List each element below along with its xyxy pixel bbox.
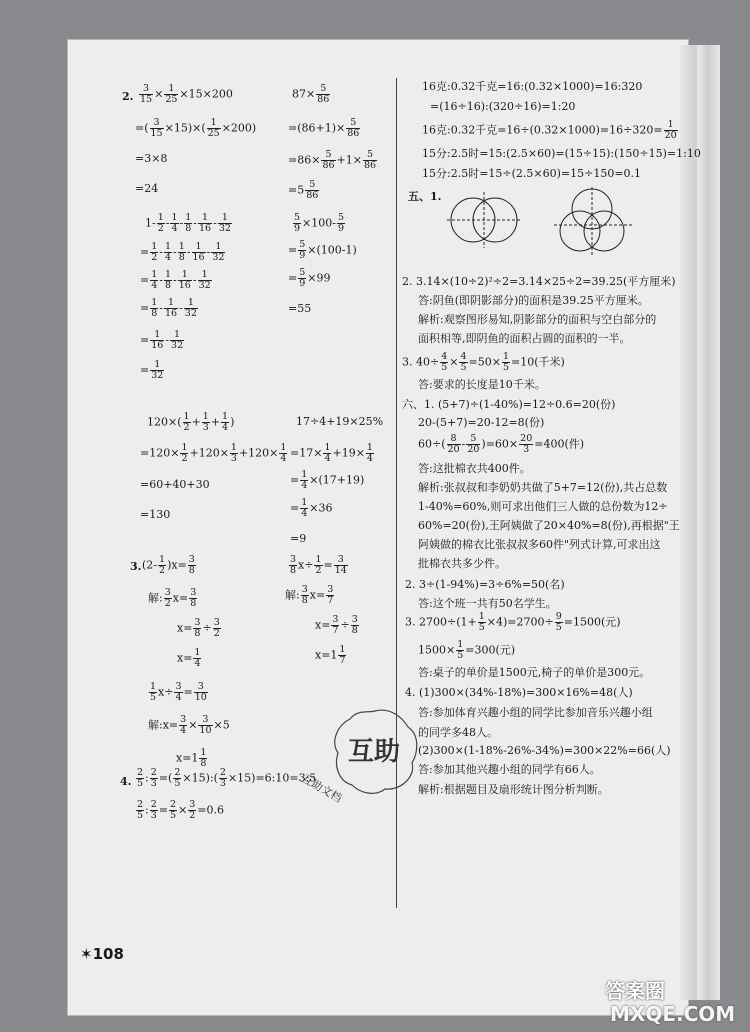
q2f-line5: =9: [290, 532, 307, 545]
q2d-line3: = $\frac{5}{9}$ ×99: [288, 267, 331, 289]
q2f-line4: = $\frac{1}{4}$ ×36: [290, 497, 333, 519]
q2d-line4: =55: [288, 302, 312, 315]
r-line-17: 60÷( $\frac{8}{20}$ - $\frac{5}{20}$ )=60× $\frac{20}{3}$ =400(件): [418, 433, 585, 455]
watermark-line1: 答案圈: [605, 979, 665, 1003]
q3c-line3: x=1 $\frac{1}{8}$: [176, 747, 207, 769]
r-line-36: 答:参加体育兴趣小组的同学比参加音乐兴趣小组: [418, 706, 653, 719]
q2d-line1: $\frac{5}{9}$ ×100- $\frac{5}{9}$: [294, 212, 345, 234]
r-line-16: 20-(5+7)=20-12=8(份): [418, 416, 545, 429]
q3a-line2: 解: $\frac{3}{2}$ x= $\frac{3}{8}$: [148, 587, 197, 609]
r-line-22: 解析:张叔叔和李奶奶共做了5+7=12(份),共占总数: [418, 481, 668, 494]
r-line-37: 的同学多48人。: [418, 726, 498, 739]
r-line-38: (2)300×(1-18%-26%-34%)=300×22%=66(人): [418, 744, 671, 757]
q2a-line3: =3×8: [135, 152, 168, 165]
yin-yang-circles-diagram: [447, 190, 522, 250]
r-line-35: 4. (1)300×(34%-18%)=300×16%=48(人): [405, 686, 633, 699]
q2f-line1: 17÷4+19×25%: [296, 415, 384, 428]
q3a-line3: x= $\frac{3}{8}$ ÷ $\frac{3}{2}$: [177, 617, 220, 639]
r-line-5: 15分:2.5时=15÷(2.5×60)=15÷150=0.1: [422, 167, 642, 180]
r-line-7: 2. 3.14×(10÷2)²÷2=3.14×25÷2=39.25(平方厘米): [402, 275, 676, 288]
q2c-line6: = $\frac{1}{32}$: [140, 359, 164, 381]
q2e-line3: =60+40+30: [140, 478, 210, 491]
q3b-line2: 解: $\frac{3}{8}$ x= $\frac{3}{7}$: [285, 584, 334, 606]
r-line-24: 60%=20(份),王阿姨做了20×40%=8(份),再根据"王: [418, 519, 680, 532]
r-line-25: 阿姨做的棉衣比张叔叔多60件"列式计算,可求出这: [418, 538, 661, 551]
r-line-8: 答:阴鱼(即阴影部分)的面积是39.25平方厘米。: [418, 294, 649, 307]
q4-line1: $\frac{2}{5}$ : $\frac{2}{3}$ =( $\frac{2}{5}$ ×15):( $\frac{2}{3}$ ×15)=6:10=3:5: [137, 767, 317, 789]
q2a-line4: =24: [135, 182, 159, 195]
page-edge-stack: [680, 45, 720, 1000]
q2a-line1: $\frac{3}{15}$ × $\frac{1}{25}$ ×15×200: [140, 83, 233, 105]
r-line-2: =(16÷16):(320÷16)=1:20: [430, 100, 576, 113]
r-line-14: 答:要求的长度是10千米。: [418, 378, 546, 391]
r-line-3: 16克:0.32千克=16÷(0.32×1000)=16÷320= $\frac{1}{20}$: [422, 119, 677, 141]
r-line-32: 1500× $\frac{1}{5}$ =300(元): [418, 639, 516, 661]
r-line-40: 解析:根据题目及扇形统计图分析判断。: [418, 783, 609, 796]
r-line-29: 3. 2700÷(1+ $\frac{1}{5}$ ×4)=2700÷ $\frac{9}{5}$ =1500(元): [405, 611, 621, 633]
watermark-line2: MXQE.COM: [610, 1002, 736, 1026]
q2e-line4: =130: [140, 508, 171, 521]
q2-label: 2.: [122, 90, 134, 103]
q2f-line2: =17× $\frac{1}{4}$ +19× $\frac{1}{4}$: [290, 442, 373, 464]
q4-label: 4.: [120, 775, 132, 788]
q2c-line2: = $\frac{1}{2}$ - $\frac{1}{4}$ - $\frac{1}{8}$ - $\frac{1}{16}$ - $\frac{1}{32}$: [140, 241, 225, 263]
q3c-line1: $\frac{1}{5}$ x÷ $\frac{3}{4}$ = $\frac{3}{10}$: [150, 681, 207, 703]
q3b-line4: x=1 $\frac{1}{7}$: [315, 644, 346, 666]
r-line-39: 答:参加其他兴趣小组的同学有66人。: [418, 763, 601, 776]
star-icon: ✶: [80, 945, 93, 963]
stamp-main-text: 互助: [348, 737, 401, 767]
r-line-1: 16克:0.32千克=16:(0.32×1000)=16:320: [422, 80, 643, 93]
section-five-label: 五、1.: [408, 190, 442, 203]
r-line-26: 批棉衣共多少件。: [418, 557, 506, 570]
q4-line2: $\frac{2}{5}$ : $\frac{2}{3}$ = $\frac{2}{5}$ × $\frac{3}{2}$ =0.6: [137, 799, 225, 821]
q3b-line3: x= $\frac{3}{7}$ ÷ $\frac{3}{8}$: [315, 614, 358, 636]
q2f-line3: = $\frac{1}{4}$ ×(17+19): [290, 469, 365, 491]
q2b-line4: =5 $\frac{5}{86}$: [288, 179, 319, 201]
q2a-line2: =( $\frac{3}{15}$ ×15)×( $\frac{1}{25}$ ×200): [135, 117, 257, 139]
r-line-9: 解析:观察图形易知,阴影部分的面积与空白部分的: [418, 313, 657, 326]
page-number: ✶108: [80, 945, 124, 963]
q2b-line1: 87× $\frac{5}{86}$: [292, 83, 330, 105]
r-line-15: 六、1. (5+7)÷(1-40%)=12÷0.6=20(份): [402, 398, 616, 411]
huzhu-stamp: [330, 705, 420, 795]
r-line-23: 1-40%=60%,则可求出他们三人做的总份数为12÷: [418, 500, 668, 513]
three-circles-diagram: [550, 185, 635, 260]
r-line-27: 2. 3÷(1-94%)=3÷6%=50(名): [405, 578, 565, 591]
r-line-21: 答:这批棉衣共400件。: [418, 462, 531, 475]
q3a-line4: x= $\frac{1}{4}$: [177, 647, 201, 669]
q3b-line1: $\frac{3}{8}$ x÷ $\frac{1}{2}$ = $\frac{3}{14}$: [290, 554, 347, 576]
q2c-line1: 1- $\frac{1}{2}$ - $\frac{1}{4}$ - $\frac{1}{8}$ - $\frac{1}{16}$ - $\frac{1}{32}$: [145, 212, 231, 234]
q2d-line2: = $\frac{5}{9}$ ×(100-1): [288, 239, 357, 261]
q2e-line1: 120×( $\frac{1}{2}$ + $\frac{1}{3}$ + $\frac{1}{4}$ ): [147, 411, 235, 433]
r-line-28: 答:这个班一共有50名学生。: [418, 597, 557, 610]
q3-label: 3.: [130, 560, 142, 573]
q2c-line3: = $\frac{1}{4}$ - $\frac{1}{8}$ - $\frac{1}{16}$ - $\frac{1}{32}$: [140, 269, 211, 291]
q2e-line2: =120× $\frac{1}{2}$ +120× $\frac{1}{3}$ +120× $\frac{1}{4}$: [140, 442, 287, 464]
q2b-line2: =(86+1)× $\frac{5}{86}$: [288, 117, 360, 139]
r-line-4: 15分:2.5时=15:(2.5×60)=(15÷15):(150÷15)=1:10: [422, 147, 701, 160]
r-line-10: 面积相等,即阴鱼的面积占圆的面积的一半。: [418, 332, 631, 345]
r-line-34: 答:桌子的单价是1500元,椅子的单价是300元。: [418, 666, 651, 679]
q2c-line4: = $\frac{1}{8}$ - $\frac{1}{16}$ - $\frac{1}{32}$: [140, 297, 197, 319]
q3a-line1: (2- $\frac{1}{2}$ )x= $\frac{3}{8}$: [142, 554, 195, 576]
stamp-sub-text: 互助文档: [299, 771, 345, 806]
q3c-line2: 解:x= $\frac{3}{4}$ × $\frac{3}{10}$ ×5: [148, 714, 230, 736]
r-line-11: 3. 40÷ $\frac{4}{5}$ × $\frac{4}{5}$ =50× $\frac{1}{5}$ =10(千米): [402, 351, 565, 373]
q2c-line5: = $\frac{1}{16}$ - $\frac{1}{32}$: [140, 329, 184, 351]
q2b-line3: =86× $\frac{5}{86}$ +1× $\frac{5}{86}$: [288, 149, 377, 171]
